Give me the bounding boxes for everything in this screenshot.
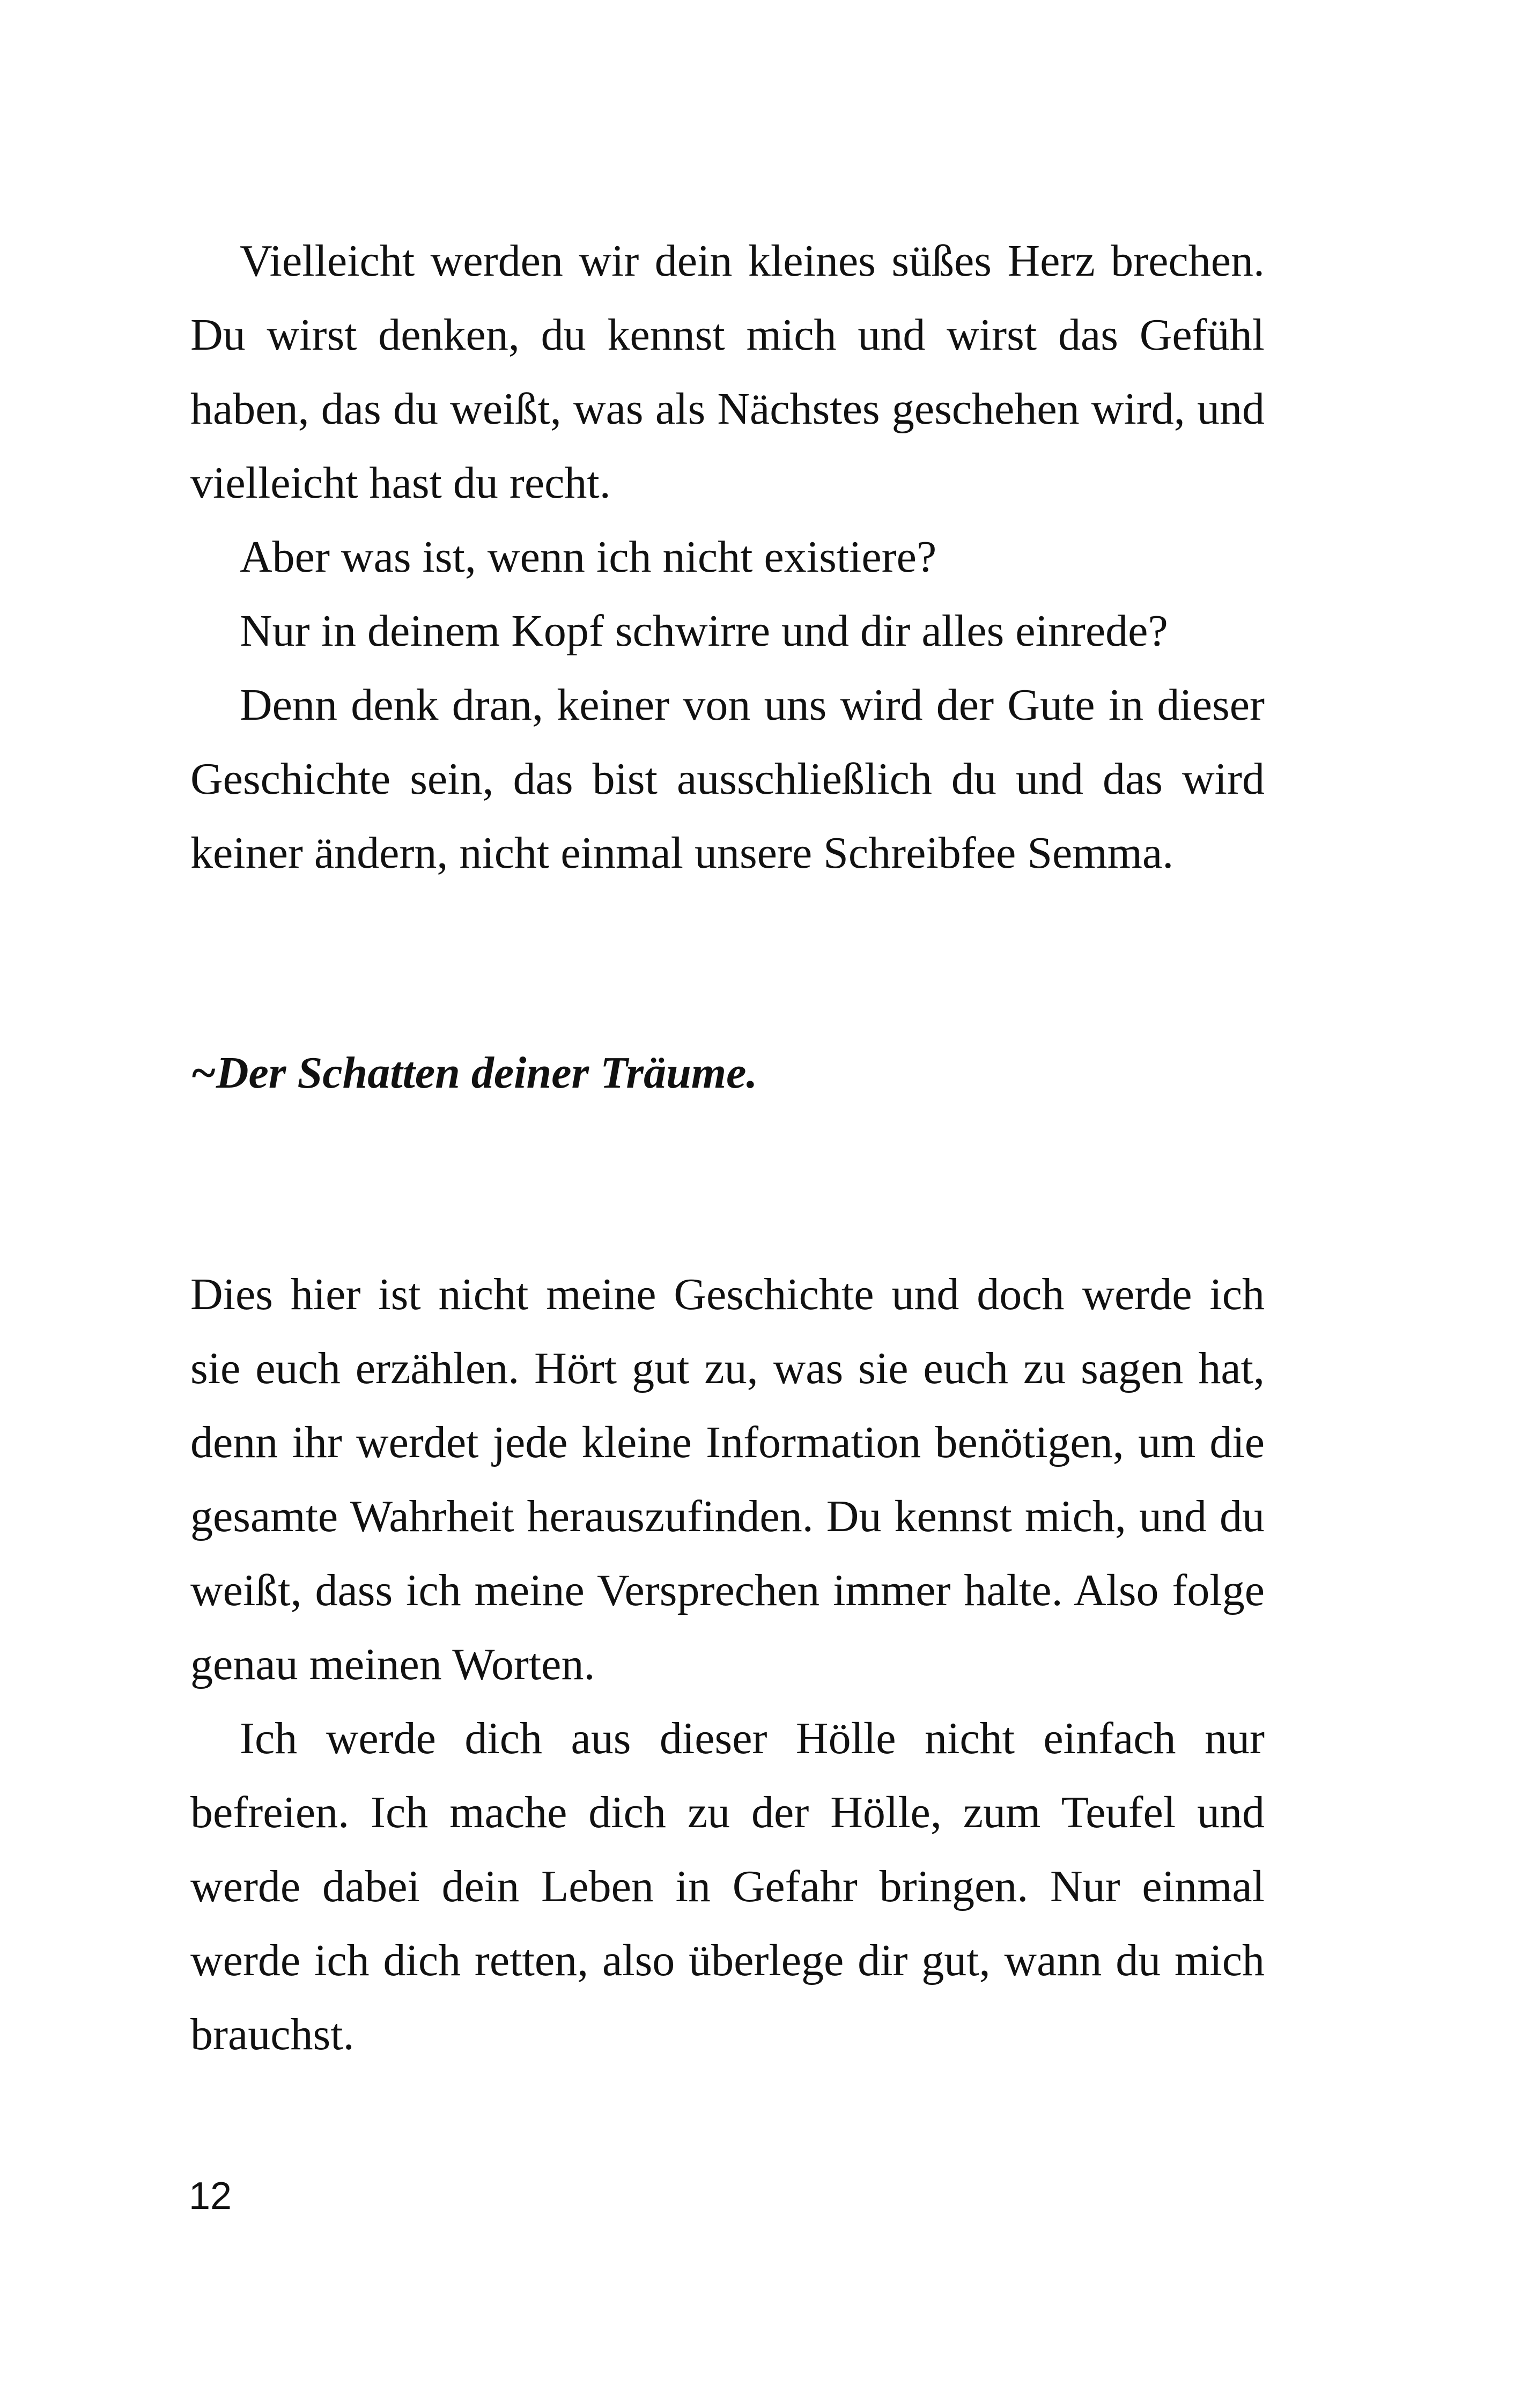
intro-paragraph-1: Vielleicht werden wir dein kleines süßes Herz brechen. Du wirst denken, du kennst mich und wirst das Gefühl haben, das du weißt, was als Nächstes geschehen wird, und vielleicht hast du recht.	[190, 236, 1265, 508]
page-number: 12	[189, 2175, 232, 2218]
intro-paragraph-2: Aber was ist, wenn ich nicht existiere?	[240, 532, 937, 582]
main-section	[190, 1258, 1265, 2072]
intro-paragraph-4: Denn denk dran, keiner von uns wird der Gute in dieser Geschichte sein, das bist ausschließlich du und das wird keiner ändern, nicht einmal unsere Schreibfee Semma.	[190, 680, 1265, 878]
intro-paragraph-3: Nur in deinem Kopf schwirre und dir alles einrede?	[240, 606, 1168, 656]
main-paragraph-2: Ich werde dich aus dieser Hölle nicht einfach nur befreien. Ich mache dich zu der Hölle, zum Teufel und werde dabei dein Leben in Gefahr bringen. Nur einmal werde ich dich retten, also überlege dir gut, wann du mich brauchst.	[190, 1713, 1265, 2059]
signature-line: ~Der Schatten deiner Träume.	[190, 1048, 758, 1098]
intro-section	[190, 224, 1265, 890]
main-paragraph-1: Dies hier ist nicht meine Geschichte und doch werde ich sie euch erzählen. Hört gut zu, was sie euch zu sagen hat, denn ihr werdet jede kleine Information benötigen, um die gesamte Wahrheit herauszufinden. Du kennst mich, und du weißt, dass ich meine Versprechen immer halte. Also folge genau meinen Worten.	[190, 1269, 1265, 1689]
